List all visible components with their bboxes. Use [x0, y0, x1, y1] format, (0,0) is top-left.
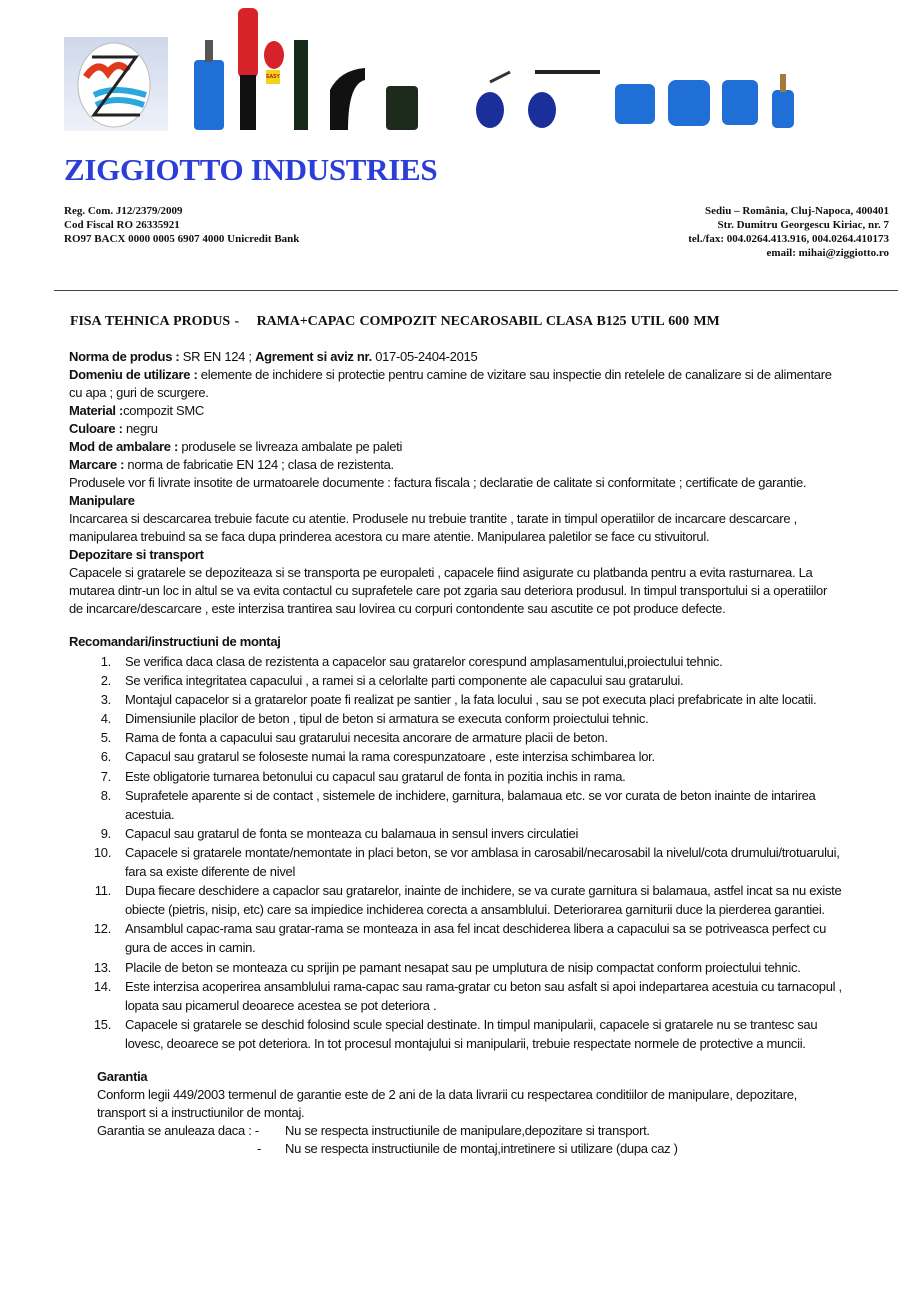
- domeniu-label: Domeniu de utilizare :: [69, 367, 198, 382]
- list-item-text: Suprafetele aparente si de contact , sistemele de inchidere, garnitura, balamaua etc. se vor curata de beton inainte de intarirea acestuia.: [125, 787, 816, 822]
- list-item-text: Capacul sau gratarul se foloseste numai la rama corespunzatoare , este interzisa schimbarea lor.: [125, 749, 655, 765]
- list-item-number: 1.: [100, 654, 111, 669]
- easy-repair-label: EASY: [266, 70, 280, 84]
- material-value: compozit SMC: [123, 403, 204, 418]
- list-item: [69, 747, 844, 766]
- list-item-number: 12.: [93, 921, 111, 937]
- material-label: Material :: [69, 403, 124, 418]
- list-item: [69, 843, 844, 881]
- list-item-number: 13.: [93, 959, 111, 975]
- list-item: [69, 919, 844, 957]
- ambalare-line: [69, 438, 844, 456]
- documente-line: Produsele vor fi livrate insotite de urmatoarele documente : factura fiscala ; declaratie de calitate si conformitate ; certificate de garantie.: [69, 475, 807, 490]
- list-item-number: 8.: [100, 787, 111, 803]
- list-item-number: 5.: [100, 730, 111, 746]
- ambalare-value: produsele se livreaza ambalate pe paleti: [178, 439, 403, 454]
- list-item-text: Este obligatorie turnarea betonului cu capacul sau gratarul de fonta in pozitia inchis in rama.: [125, 768, 626, 784]
- list-item: [69, 728, 844, 747]
- depozitare-heading-text: Depozitare si transport: [69, 547, 204, 562]
- garantia-heading: [97, 1068, 844, 1086]
- list-item-text: Ansamblul capac-rama sau gratar-rama se monteaza in asa fel incat deschiderea libera a capacului sa se potriveasca perfect cu gura de acces in camin.: [125, 921, 826, 956]
- garantia-heading-text: Garantia: [97, 1068, 148, 1084]
- marcare-label: Marcare :: [69, 457, 125, 472]
- list-item: [69, 652, 844, 671]
- list-item-text: Capacele si gratarele se deschid folosind scule special destinate. In timpul manipularii, capacele si gratarele nu se trantesc sau lovesc, deoarece se pot deteriora. In tot procesul montajului si manipularii, trebuie respectate normele de protective a muncii.: [125, 1016, 818, 1051]
- norma-line: [69, 348, 844, 366]
- manipulare-heading: [69, 492, 844, 510]
- culoare-value: negru: [122, 421, 158, 436]
- list-item: [69, 709, 844, 728]
- depozitare-text: Capacele si gratarele se depoziteaza si se transporta pe europaleti , capacele fiind asigurate cu platbanda pentru a evita rasturnarea. La mutarea dintr-un loc in altul se va evita contactul cu suprafetele care pot zgaria sau deteriora produsul. In timpul transportului si a operatiilor de incarcare/descarcare , este interzisa trantirea sau lovirea cu corpuri contondente sau ascutite ce pot produce defecte.: [69, 565, 827, 616]
- montaj-list: [69, 652, 844, 1053]
- list-item-text: Rama de fonta a capacului sau gratarului necesita ancorare de armature placii de beton.: [125, 730, 608, 746]
- material-line: [69, 402, 844, 420]
- culoare-line: [69, 420, 844, 438]
- company-registration-info: [64, 204, 299, 246]
- list-item-text: Montajul capacelor si a gratarelor poate fi realizat pe santier , la fata locului , sau se pot executa placi prefabricate in alte locatii.: [125, 692, 817, 708]
- street-address: Str. Dumitru Georgescu Kiriac, nr. 7: [717, 219, 889, 231]
- norma-value: SR EN 124 ;: [179, 349, 256, 364]
- list-item-number: 10.: [93, 844, 111, 860]
- list-item-text: Este interzisa acoperirea ansamblului rama-capac sau rama-gratar cu beton sau asfalt si apoi indepartarea acestuia cu tarnacopul , lopata sau picamerul deoarece acestea se pot deteriora .: [125, 978, 842, 1013]
- company-logo: [64, 37, 168, 131]
- phone-fax: tel./fax: 004.0264.413.916, 004.0264.410173: [688, 233, 889, 245]
- list-item: [69, 671, 844, 690]
- list-item-number: 2.: [100, 673, 111, 689]
- marcare-line: [69, 456, 844, 474]
- list-item: [69, 690, 844, 709]
- list-item-number: 3.: [100, 692, 111, 708]
- list-item-text: Capacul sau gratarul de fonta se monteaza cu balamaua in sensul invers circulatiei: [125, 825, 579, 841]
- agrement-label: Agrement si aviz nr.: [255, 349, 372, 364]
- list-item-text: Se verifica integritatea capacului , a ramei si a celorlalte parti componente ale capacului sau gratarului.: [125, 673, 684, 689]
- headquarters: Sediu – România, Cluj-Napoca, 400401: [705, 205, 889, 217]
- list-item-number: 6.: [100, 749, 111, 765]
- list-item-number: 14.: [93, 978, 111, 994]
- bank-account: RO97 BACX 0000 0005 6907 4000 Unicredit Bank: [64, 233, 300, 245]
- marcare-value: norma de fabricatie EN 124 ; clasa de rezistenta.: [124, 457, 394, 472]
- list-item: [69, 767, 844, 786]
- annul-condition-1: [97, 1122, 844, 1140]
- list-item: [69, 881, 844, 919]
- reg-com: Reg. Com. J12/2379/2009: [64, 205, 183, 217]
- montaj-heading: [69, 633, 844, 651]
- annul-condition-text: Nu se respecta instructiunile de manipulare,depozitare si transport.: [285, 1122, 650, 1138]
- garantia-text: Conform legii 449/2003 termenul de garantie este de 2 ani de la data livrarii cu respectarea conditiilor de manipulare, depozitare, transport si a instructiunilor de montaj.: [97, 1086, 797, 1120]
- list-item-text: Se verifica daca clasa de rezistenta a capacelor sau gratarelor corespund amplasamentului,proiectului tehnic.: [125, 654, 723, 669]
- garantia-section: [69, 1068, 844, 1158]
- email: email: mihai@ziggiotto.ro: [766, 247, 889, 259]
- list-item: [69, 958, 844, 977]
- header-divider: [54, 290, 898, 291]
- products-image: [190, 0, 890, 135]
- list-item-text: Placile de beton se monteaza cu sprijin pe pamant nesapat sau pe umplutura de nisip compactat conform proiectului tehnic.: [125, 959, 801, 975]
- depozitare-heading: [69, 546, 844, 564]
- list-item-number: 7.: [100, 768, 111, 784]
- list-item: [69, 1015, 844, 1053]
- manipulare-text: Incarcarea si descarcarea trebuie facute cu atentie. Produsele nu trebuie trantite , tarate in timpul operatiilor de incarcare descarcare , manipularea trebuind sa se faca dupa prinderea acestora cu mare atentie. Manipularea paletilor se face cu stivuitorul.: [69, 511, 797, 544]
- company-name: ZIGGIOTTO INDUSTRIES: [64, 152, 438, 187]
- norma-label: Norma de produs :: [69, 349, 180, 364]
- domeniu-line: [69, 366, 844, 402]
- document-body: [69, 348, 844, 1158]
- list-item: [69, 786, 844, 824]
- annul-condition-text: Nu se respecta instructiunile de montaj,intretinere si utilizare (dupa caz ): [285, 1140, 678, 1156]
- company-contact-info: [688, 204, 889, 260]
- manipulare-heading-text: Manipulare: [69, 493, 135, 508]
- agrement-value: 017-05-2404-2015: [371, 349, 478, 364]
- list-item-text: Capacele si gratarele montate/nemontate in placi beton, se vor amblasa in carosabil/necarosabil la nivelul/cota drumului/trotuarului, fara sa existe diferente de nivel: [125, 844, 840, 880]
- list-item-text: Dupa fiecare deschidere a capaclor sau gratarelor, inainte de inchidere, se va curate garnitura si balamaua, astfel incat sa nu existe obiecte (pietris, nisip, etc) care sa impiedice inchiderea corecta a ansamblului. Deteriorarea garniturii duce la pierderea garantiei.: [125, 883, 842, 918]
- list-item-number: 4.: [100, 711, 111, 727]
- fiscal-code: Cod Fiscal RO 26335921: [64, 219, 180, 231]
- list-item-number: 9.: [100, 825, 111, 841]
- ambalare-label: Mod de ambalare :: [69, 439, 179, 454]
- domeniu-value: elemente de inchidere si protectie pentru camine de vizitare sau inspectie din retelele de canalizare si de alimentare cu apa ; guri de scurgere.: [69, 367, 832, 400]
- dash: -: [256, 1140, 261, 1156]
- list-item: [69, 977, 844, 1015]
- product-banner: [0, 0, 920, 135]
- document-title: FISA TEHNICA PRODUS - RAMA+CAPAC COMPOZIT NECAROSABIL CLASA B125 UTIL 600 MM: [70, 314, 720, 329]
- list-item-number: 11.: [94, 883, 111, 899]
- list-item: [69, 824, 844, 843]
- list-item-text: Dimensiunile placilor de beton , tipul de beton si armatura se executa conform proiectului tehnic.: [125, 711, 649, 727]
- list-item-number: 15.: [93, 1016, 111, 1032]
- annul-label: Garantia se anuleaza daca : -: [97, 1122, 259, 1138]
- montaj-heading-text: Recomandari/instructiuni de montaj: [69, 634, 281, 649]
- culoare-label: Culoare :: [69, 421, 123, 436]
- annul-condition-2: [97, 1140, 844, 1158]
